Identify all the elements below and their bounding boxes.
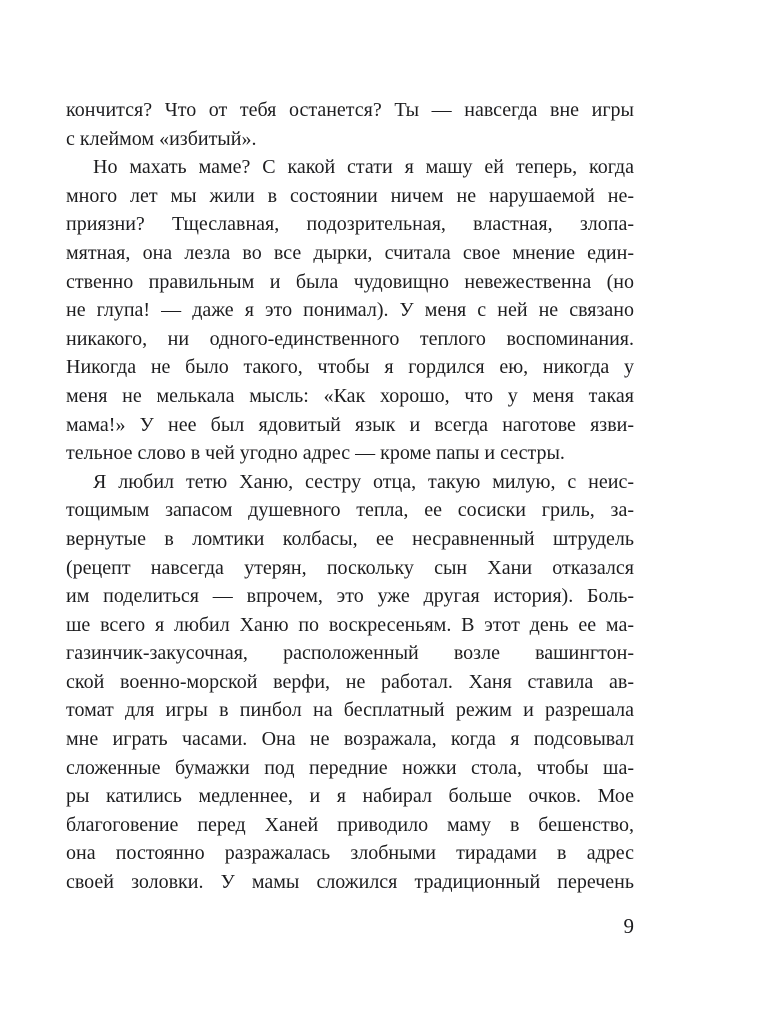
text-line: тощимым запасом душевного тепла, ее сосиски гриль, за- — [66, 499, 634, 522]
text-line: приязни? Тщеславная, подозрительная, властная, злопа- — [66, 213, 634, 236]
text-line: мама!» У нее был ядовитый язык и всегда наготове язви- — [66, 413, 634, 436]
text-line: никакого, ни одного-единственного теплого воспоминания. — [66, 327, 634, 350]
text-line: не глупа! — даже я это понимал). У меня с ней не связано — [66, 299, 634, 322]
text-line: кончится? Что от тебя останется? Ты — навсегда вне игры — [66, 99, 634, 121]
text-line: тельное слово в чей угодно адрес — кроме папы и сестры. — [66, 442, 565, 465]
text-line: газинчик-закусочная, расположенный возле вашингтон- — [66, 642, 634, 665]
text-line: ской военно-морской верфи, не работал. Ханя ставила ав- — [66, 670, 634, 693]
text-line: мятная, она лезла во все дырки, считала свое мнение един- — [66, 241, 634, 264]
text-line: с клеймом «избитый». — [66, 127, 257, 150]
text-line: Я любил тетю Ханю, сестру отца, такую милую, с неис- — [93, 470, 634, 493]
text-line: своей золовки. У мамы сложился традиционный перечень — [66, 871, 634, 894]
paragraph — [66, 468, 634, 897]
text-line: много лет мы жили в состоянии ничем не нарушаемой не- — [66, 184, 634, 207]
text-line: им поделиться — впрочем, это уже другая история). Боль- — [66, 585, 634, 608]
page-number: 9 — [623, 914, 634, 938]
text-line: ше всего я любил Ханю по воскресеньям. В этот день ее ма- — [66, 613, 634, 636]
text-line: она постоянно разражалась злобными тирадами в адрес — [66, 842, 634, 865]
paragraph — [66, 96, 634, 153]
text-line: ры катились медленнее, и я набирал больше очков. Мое — [66, 785, 634, 808]
text-line: мне играть часами. Она не возражала, когда я подсовывал — [66, 728, 634, 751]
text-line: (рецепт навсегда утерян, поскольку сын Хани отказался — [66, 556, 634, 579]
text-line: Но махать маме? С какой стати я машу ей теперь, когда — [93, 156, 634, 179]
page-text — [66, 96, 634, 897]
paragraph — [66, 153, 634, 468]
text-line: сложенные бумажки под передние ножки стола, чтобы ша- — [66, 756, 634, 779]
text-line: томат для игры в пинбол на бесплатный режим и разрешала — [66, 699, 634, 722]
text-line: меня не мелькала мысль: «Как хорошо, что у меня такая — [66, 384, 634, 407]
text-line: благоговение перед Ханей приводило маму в бешенство, — [66, 813, 634, 836]
text-line: вернутые в ломтики колбасы, ее несравненный штрудель — [66, 527, 634, 550]
text-line: Никогда не было такого, чтобы я гордился ею, никогда у — [66, 356, 634, 379]
text-line: ственно правильным и была чудовищно невежественна (но — [66, 270, 634, 293]
